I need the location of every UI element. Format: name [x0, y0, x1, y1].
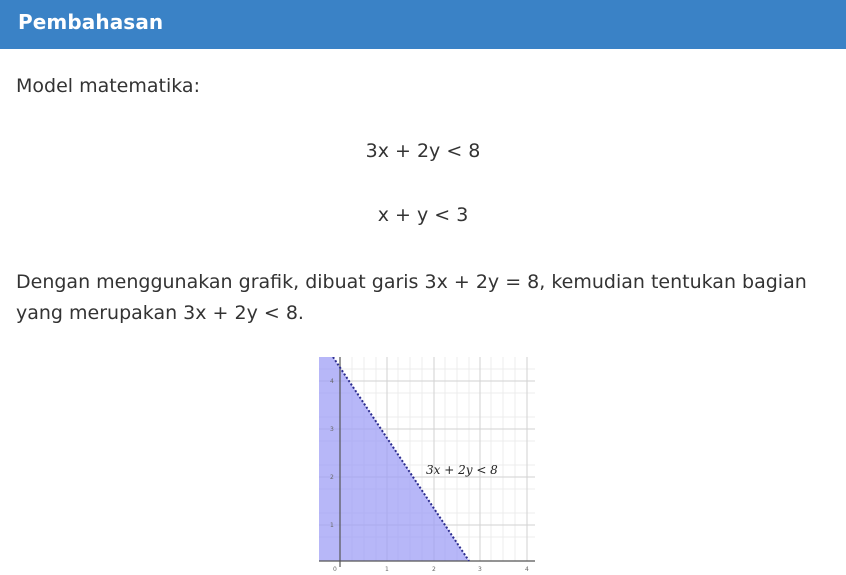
x-tick-label: 2 [432, 566, 436, 573]
x-tick-label: 1 [385, 566, 389, 573]
y-tick-label: 4 [330, 378, 334, 385]
x-tick-label: 4 [525, 566, 529, 573]
graph-label: 3x + 2y < 8 [426, 463, 498, 477]
explanation-content [0, 49, 846, 575]
explanation-paragraph: Dengan menggunakan grafik, dibuat garis 3x + 2y = 8, kemudian tentukan bagian yang merupakan 3x + 2y < 8. [16, 271, 807, 324]
section-header [0, 0, 846, 49]
equation-2: x + y < 3 [377, 204, 469, 226]
section-title: Pembahasan [18, 10, 164, 34]
y-tick-label: 1 [330, 522, 334, 529]
intro-text: Model matematika: [16, 75, 200, 97]
y-tick-label: 2 [330, 474, 334, 481]
equation-1: 3x + 2y < 8 [365, 140, 481, 162]
inequality-graph [319, 357, 535, 575]
y-tick-label: 3 [330, 426, 334, 433]
x-tick-label: 0 [333, 566, 337, 573]
x-tick-label: 3 [478, 566, 482, 573]
